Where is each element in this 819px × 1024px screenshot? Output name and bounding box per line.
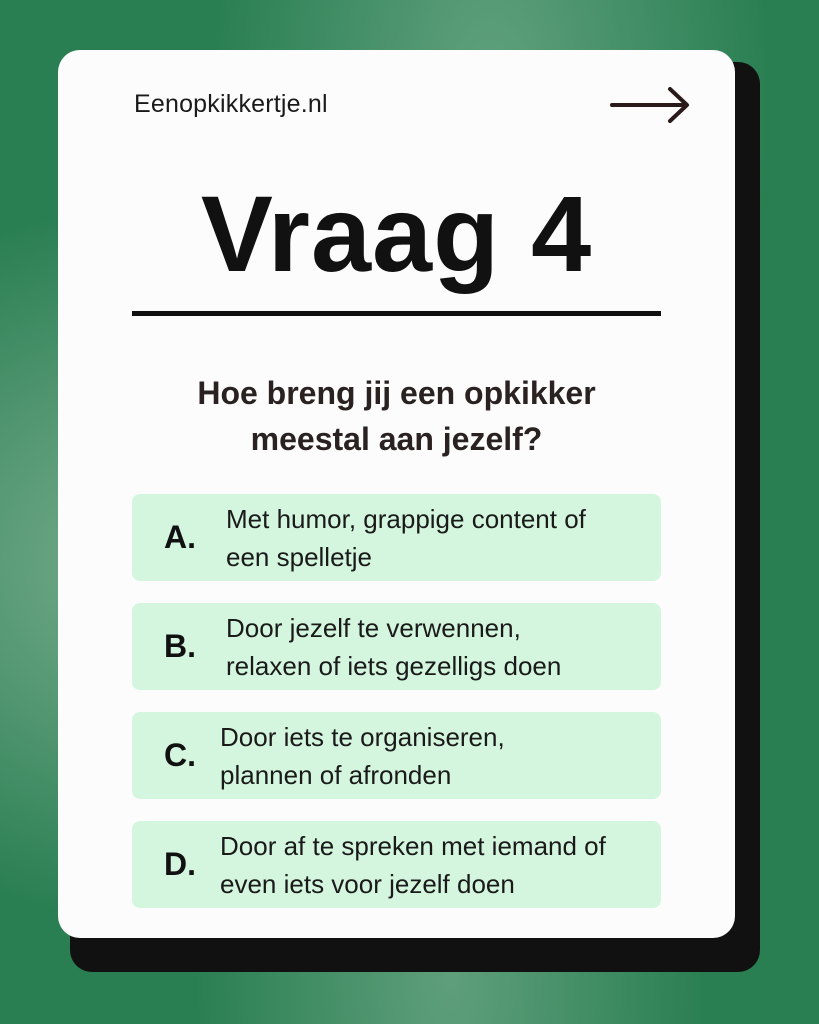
option-text-line-2: een spelletje xyxy=(226,542,372,572)
option-text-line-1: Door af te spreken met iemand of xyxy=(220,831,606,861)
site-name: Eenopkikkertje.nl xyxy=(134,90,328,118)
option-text xyxy=(220,718,652,794)
option-letter: D. xyxy=(164,846,196,882)
option-text xyxy=(220,827,652,903)
option-text xyxy=(226,609,658,685)
option-text xyxy=(226,500,658,576)
option-letter: B. xyxy=(164,628,196,664)
question-line-2: meestal aan jezelf? xyxy=(250,421,543,457)
quiz-card xyxy=(58,50,735,938)
option-text-line-1: Door iets te organiseren, xyxy=(220,722,505,752)
option-text-line-1: Door jezelf te verwennen, xyxy=(226,613,521,643)
option-letter: C. xyxy=(164,737,196,773)
question-line-1: Hoe breng jij een opkikker xyxy=(197,375,596,411)
option-text-line-1: Met humor, grappige content of xyxy=(226,504,586,534)
title-divider xyxy=(132,311,661,316)
question-title: Vraag 4 xyxy=(200,173,593,294)
answer-options xyxy=(132,494,661,930)
option-text-line-2: plannen of afronden xyxy=(220,760,452,790)
answer-option-c[interactable] xyxy=(132,712,661,799)
answer-option-b[interactable] xyxy=(132,603,661,690)
option-text-line-2: relaxen of iets gezelligs doen xyxy=(226,651,562,681)
question-text xyxy=(118,370,675,462)
option-letter: A. xyxy=(164,519,196,555)
arrow-right-icon[interactable] xyxy=(608,82,694,128)
answer-option-a[interactable] xyxy=(132,494,661,581)
option-text-line-2: even iets voor jezelf doen xyxy=(220,869,515,899)
answer-option-d[interactable] xyxy=(132,821,661,908)
